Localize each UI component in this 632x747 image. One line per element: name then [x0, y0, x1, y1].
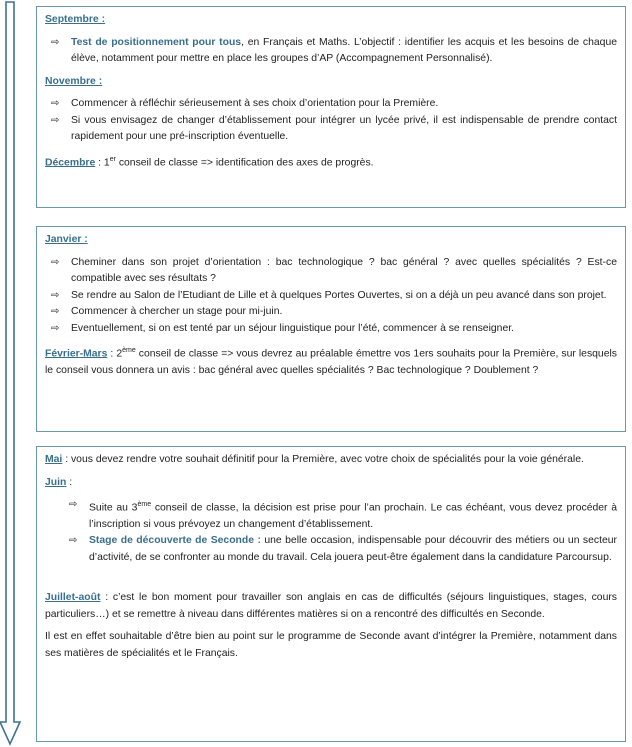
list-item: ⇨ Commencer à réfléchir sérieusement à ses choix d’orientation pour la Première.	[45, 96, 617, 113]
september-december-box: Septembre : ⇨ Test de positionnement pour tous, en Français et Maths. L’objectif : identifier les acquis et les besoins de chaque élève, notamment pour mettre en place les groupes d’AP (Accompagnement Personnalisé). Novembre : ⇨ Commencer à réfléchir sérieusement à ses choix d’orientation pour la Première. ⇨ Si vous envisagez de changer d’établissement pour intégrer un lycée privé, il est indispensable de prendre contact rapidement pour une pré-inscription éventuelle. Décembre : 1er conseil de classe => identification des axes de progrès.	[36, 6, 626, 208]
january-march-box: Janvier : ⇨ Cheminer dans son projet d’orientation : bac technologique ? bac général ? avec quelles spécialités ? Est-ce compatible avec ses résultats ? ⇨ Se rendre au Salon de l’Etudiant de Lille et à quelques Portes Ouvertes, si on a déjà un peu avancé dans son projet. ⇨ Commencer à chercher un stage pour mi-juin. ⇨ Eventuellement, si on est tenté par un séjour linguistique pour l’été, commencer à se renseigner. Février-Mars : 2ème conseil de classe => vous devrez au préalable émettre vos 1ers souhaits pour la Première, sur lesquels le conseil vous donnera un avis : bac général avec quelles spécialités ? Bac technologique ? Doublement ?	[36, 226, 626, 432]
month-july-august: Juillet-août	[45, 592, 101, 604]
arrow-bullet-icon: ⇨	[69, 499, 78, 510]
arrow-bullet-icon: ⇨	[51, 114, 60, 126]
arrow-bullet-icon: ⇨	[51, 322, 60, 334]
arrow-bullet-icon: ⇨	[51, 289, 60, 301]
month-december: Décembre	[45, 156, 96, 168]
month-february-march: Février-Mars	[45, 348, 108, 360]
month-june: Juin	[45, 476, 67, 488]
arrow-bullet-icon: ⇨	[51, 306, 60, 317]
list-item: ⇨ Eventuellement, si on est tenté par un séjour linguistique pour l’été, commencer à se renseigner.	[45, 321, 617, 338]
may-august-box: Mai : vous devez rendre votre souhait définitif pour la Première, avec votre choix de spécialités pour la voie générale. Juin : ⇨ Suite au 3ème conseil de classe, la décision est prise pour l’an prochain. Le cas échéant, vous devez procéder à l’inscription si vous prévoyez un changement d’établissement. ⇨ Stage de découverte de Seconde : une belle occasion, indispensable pour découvrir des métiers ou un secteur d’activité, de se confronter au monde du travail. Cela jouera peut-être également dans la candidature Parcoursup. Juillet-août : c’est le bon moment pour travailler son anglais en cas de difficultés (séjours linguistiques, stages, cours particuliers…) et se remettre à niveau dans différentes matières si on a rencontré des difficultés en Seconde. Il est en effet souhaitable d’être bien au point sur le programme de Seconde avant d’intégrer la Première, notamment dans ses matières de spécialités et le Français.	[36, 446, 626, 742]
month-september: Septembre :	[45, 14, 106, 25]
month-november: Novembre :	[45, 75, 103, 87]
list-item: ⇨ Se rendre au Salon de l’Etudiant de Lille et à quelques Portes Ouvertes, si on a déjà un peu avancé dans son projet.	[45, 288, 617, 305]
closing-paragraph: Il est en effet souhaitable d’être bien au point sur le programme de Seconde avant d’intégrer la Première, notamment dans ses matières de spécialités et le Français.	[45, 631, 617, 659]
arrow-bullet-icon: ⇨	[69, 535, 78, 547]
month-january: Janvier :	[45, 234, 88, 245]
arrow-bullet-icon: ⇨	[51, 256, 60, 268]
timeline-arrow	[0, 0, 22, 747]
list-item: ⇨ Commencer à chercher un stage pour mi-juin.	[45, 304, 617, 321]
arrow-bullet-icon: ⇨	[51, 36, 60, 48]
list-item: ⇨ Si vous envisagez de changer d’établissement pour intégrer un lycée privé, il est indispensable de prendre contact rapidement pour une pré-inscription éventuelle.	[51, 114, 617, 142]
list-item: ⇨ Stage de découverte de Seconde : une belle occasion, indispensable pour découvrir des métiers ou un secteur d’activité, de se confronter au monde du travail. Cela jouera peut-être également dans la candidature Parcoursup.	[69, 535, 617, 563]
list-item: ⇨ Cheminer dans son projet d’orientation : bac technologique ? bac général ? avec quelles spécialités ? Est-ce compatible avec ses résultats ?	[51, 256, 617, 284]
month-may: Mai	[45, 454, 63, 465]
arrow-bullet-icon: ⇨	[51, 98, 60, 109]
list-item: ⇨ Test de positionnement pour tous, en Français et Maths. L’objectif : identifier les acquis et les besoins de chaque élève, notamment pour mettre en place les groupes d’AP (Accompagnement Personnalisé).	[51, 36, 617, 64]
list-item: ⇨ Suite au 3ème conseil de classe, la décision est prise pour l’an prochain. Le cas échéant, vous devez procéder à l’inscription si vous prévoyez un changement d’établissement.	[69, 499, 617, 530]
